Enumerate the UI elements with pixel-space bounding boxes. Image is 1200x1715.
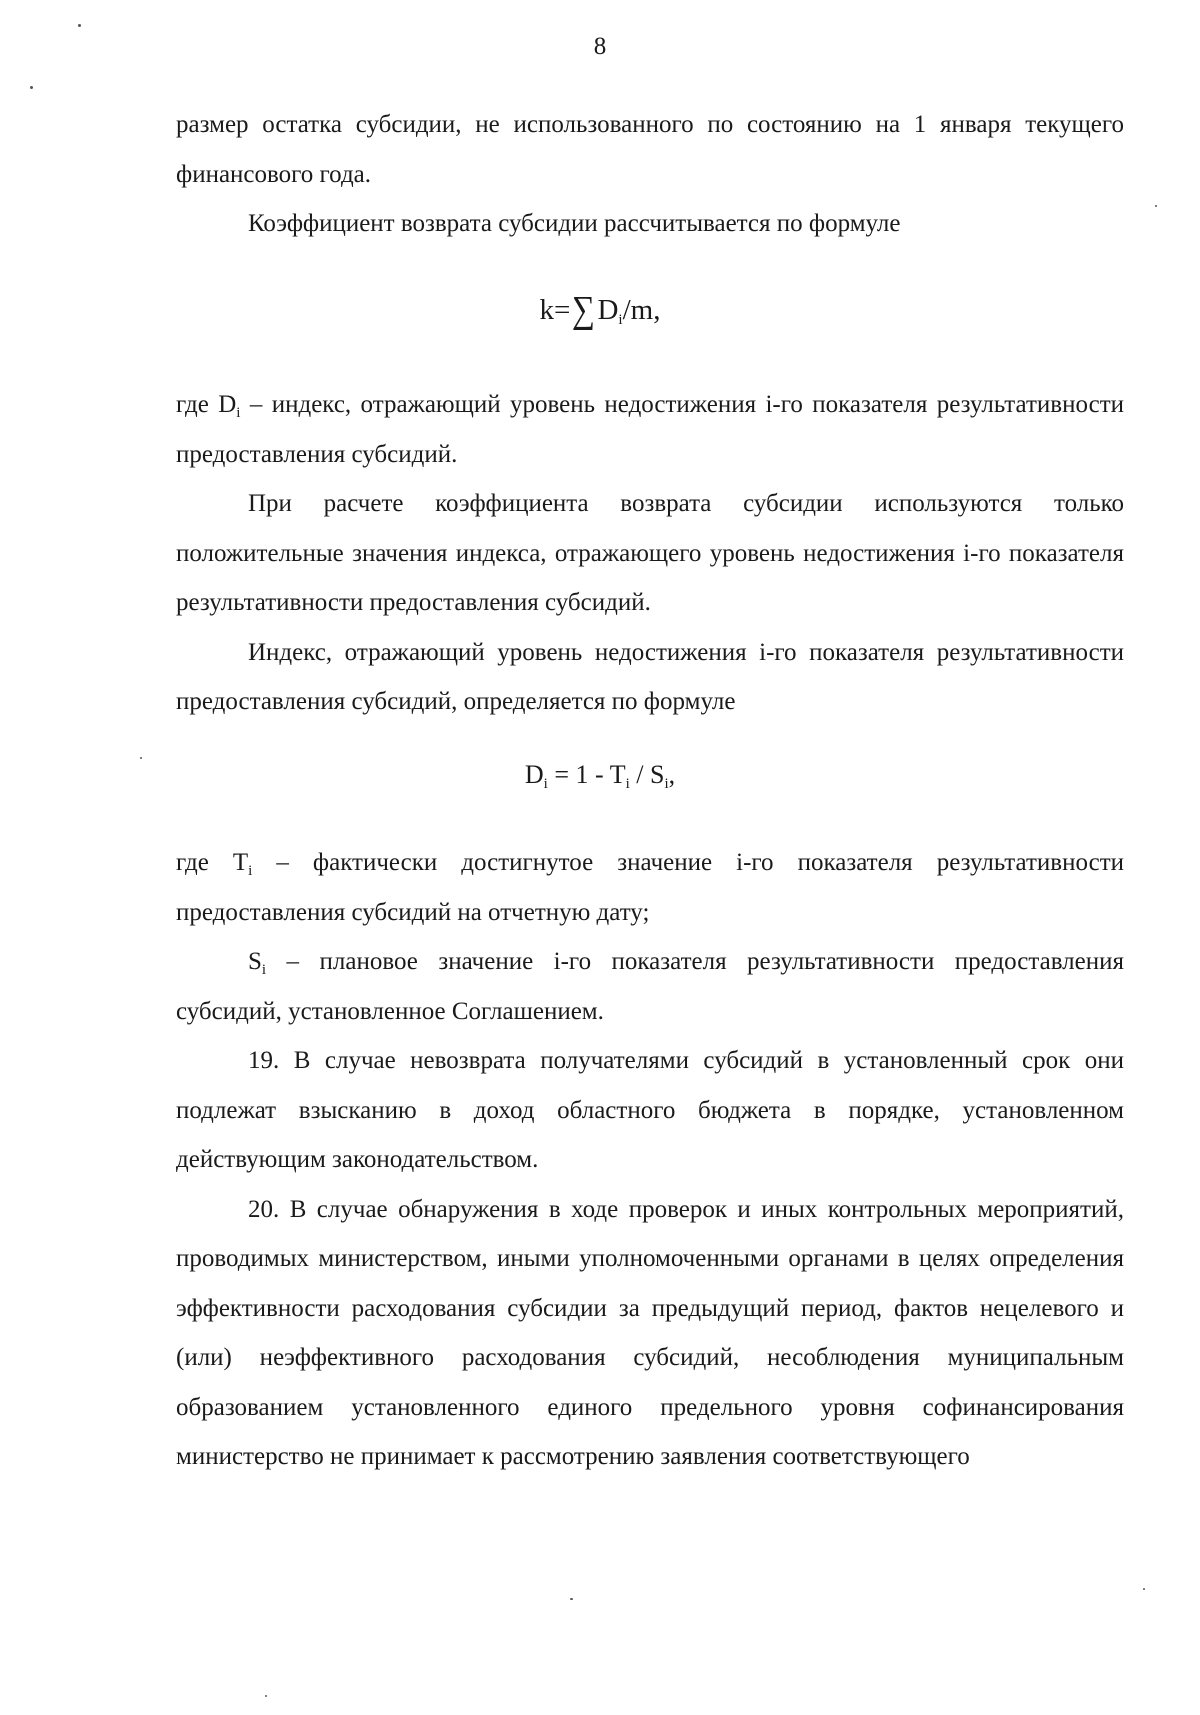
- scan-speck: [78, 24, 81, 27]
- scan-speck: [140, 757, 142, 759]
- paragraph-6-lead: где T: [176, 849, 249, 876]
- text-block-1: [176, 100, 1124, 249]
- formula-d-mid2: / S: [629, 760, 665, 789]
- formula-k: [0, 289, 1200, 331]
- paragraph-7: [176, 937, 1124, 1036]
- paragraph-8: 19. В случае невозврата получателями субсидий в установленный срок они подлежат взысканию в доход областного бюджета в порядке, установленном действующим законодательством.: [176, 1047, 1124, 1173]
- formula-d-sub: i: [543, 776, 548, 792]
- paragraph-9: 20. В случае обнаружения в ходе проверок и иных контрольных мероприятий, проводимых министерством, иными уполномоченными органами в целях определения эффективности расходования субсидии за предыдущий период, фактов нецелевого и (или) неэффективного расходования субсидий, несоблюдения муниципальным образованием установленного единого предельного уровня софинансирования министерство не принимает к рассмотрению заявления соответствующего: [176, 1195, 1124, 1470]
- paragraph-1: размер остатка субсидии, не использованного по состоянию на 1 января текущего финансового года.: [176, 111, 1124, 188]
- paragraph-7-sub: i: [261, 962, 267, 978]
- scan-speck: [30, 86, 33, 89]
- paragraph-6-sub: i: [248, 863, 253, 879]
- paragraph-3: [176, 380, 1124, 479]
- scan-speck: [1143, 1588, 1145, 1590]
- formula-d-sub3: i: [664, 776, 669, 792]
- formula-k-var: D: [597, 294, 619, 326]
- text-block-2: [176, 380, 1124, 727]
- page-number: 8: [593, 33, 607, 60]
- formula-d-tail: ,: [668, 760, 676, 789]
- formula-k-sub: i: [618, 312, 623, 328]
- scan-speck: [1155, 205, 1157, 207]
- formula-d-mid: = 1 - T: [547, 760, 626, 789]
- paragraph-5: Индекс, отражающий уровень недостижения i-го показателя результативности предоставления субсидий, определяется по формуле: [176, 638, 1124, 715]
- formula-k-tail: /m,: [622, 294, 661, 326]
- paragraph-3-lead: где D: [176, 391, 237, 418]
- sigma-symbol: ∑: [572, 289, 596, 331]
- paragraph-7-rest: – плановое значение i-го показателя результативности предоставления субсидий, установленное Соглашением.: [176, 948, 1124, 1025]
- scan-speck: [265, 1695, 267, 1697]
- paragraph-6-rest: – фактически достигнутое значение i-го показателя результативности предоставления субсидий на отчетную дату;: [176, 849, 1124, 926]
- formula-d-var: D: [524, 760, 544, 789]
- formula-k-lhs: k=: [539, 294, 571, 326]
- paragraph-3-sub: i: [236, 405, 241, 421]
- paragraph-2: Коэффициент возврата субсидии рассчитывается по формуле: [248, 210, 901, 237]
- paragraph-3-rest: – индекс, отражающий уровень недостижения i-го показателя результативности предоставления субсидий.: [176, 391, 1124, 468]
- paragraph-6: [176, 838, 1124, 937]
- scan-speck: [570, 1598, 573, 1600]
- text-block-3: [176, 838, 1124, 1482]
- formula-d-sub2: i: [625, 776, 630, 792]
- formula-d: [0, 757, 1200, 793]
- paragraph-4: При расчете коэффициента возврата субсидии используются только положительные значения индекса, отражающего уровень недостижения i-го показателя результативности предоставления субсидий.: [176, 490, 1124, 616]
- paragraph-7-lead: S: [248, 948, 262, 975]
